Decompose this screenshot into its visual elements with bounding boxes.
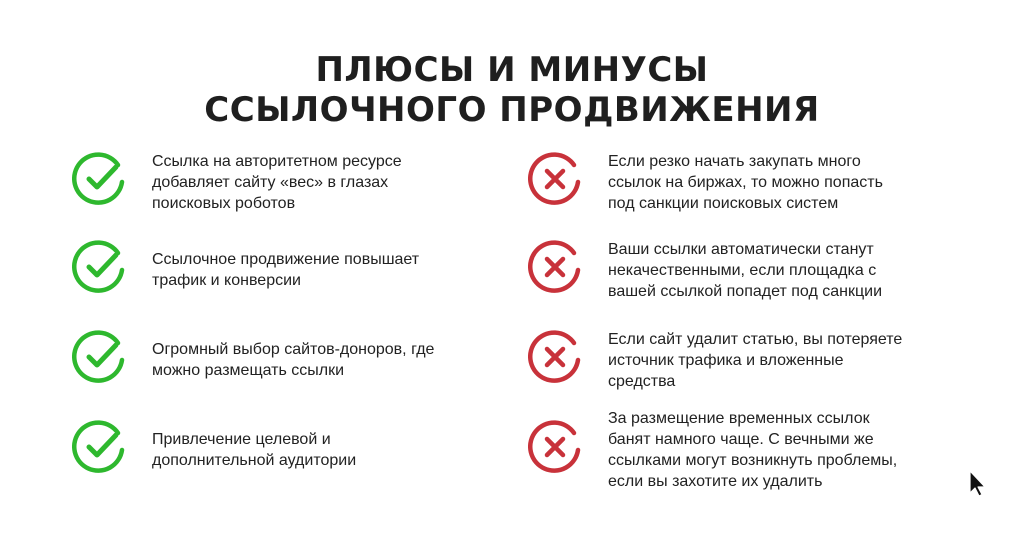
check-circle-icon [72, 420, 126, 474]
pro-text: Огромный выбор сайтов-доноров, где можно размещать ссылки [152, 341, 435, 379]
pro-item-1 [72, 152, 492, 232]
pro-text: Привлечение целевой и дополнительной аудитории [152, 431, 357, 469]
pro-item-3 [72, 330, 492, 410]
con-item-2 [528, 240, 948, 320]
title-line-2: ССЫЛОЧНОГО ПРОДВИЖЕНИЯ [204, 90, 820, 130]
con-text: За размещение временных ссылок банят намного чаще. С вечными же ссылками могут возникнуть проблемы, если вы захотите их удалить [608, 410, 898, 490]
con-item-1 [528, 152, 948, 232]
con-text: Если резко начать закупать много ссылок на биржах, то можно попасть под санкции поисковых систем [608, 153, 883, 212]
title-line-1: ПЛЮСЫ И МИНУСЫ [315, 50, 709, 90]
con-text: Ваши ссылки автоматически станут некачественными, если площадка с вашей ссылкой попадет под санкции [608, 241, 882, 300]
con-text: Если сайт удалит статью, вы потеряете источник трафика и вложенные средства [608, 331, 903, 390]
pro-text: Ссылка на авторитетном ресурсе добавляет сайту «вес» в глазах поисковых роботов [152, 153, 402, 212]
con-item-4 [528, 410, 948, 500]
cross-circle-icon [528, 240, 582, 294]
page-title [0, 50, 1024, 130]
pro-text: Ссылочное продвижение повышает трафик и конверсии [152, 251, 420, 289]
cross-circle-icon [528, 420, 582, 474]
check-circle-icon [72, 330, 126, 384]
cross-circle-icon [528, 330, 582, 384]
cross-circle-icon [528, 152, 582, 206]
pro-item-4 [72, 420, 492, 500]
pro-item-2 [72, 240, 492, 320]
brand-arrow-logo-icon [967, 469, 987, 497]
con-item-3 [528, 330, 948, 410]
check-circle-icon [72, 152, 126, 206]
check-circle-icon [72, 240, 126, 294]
